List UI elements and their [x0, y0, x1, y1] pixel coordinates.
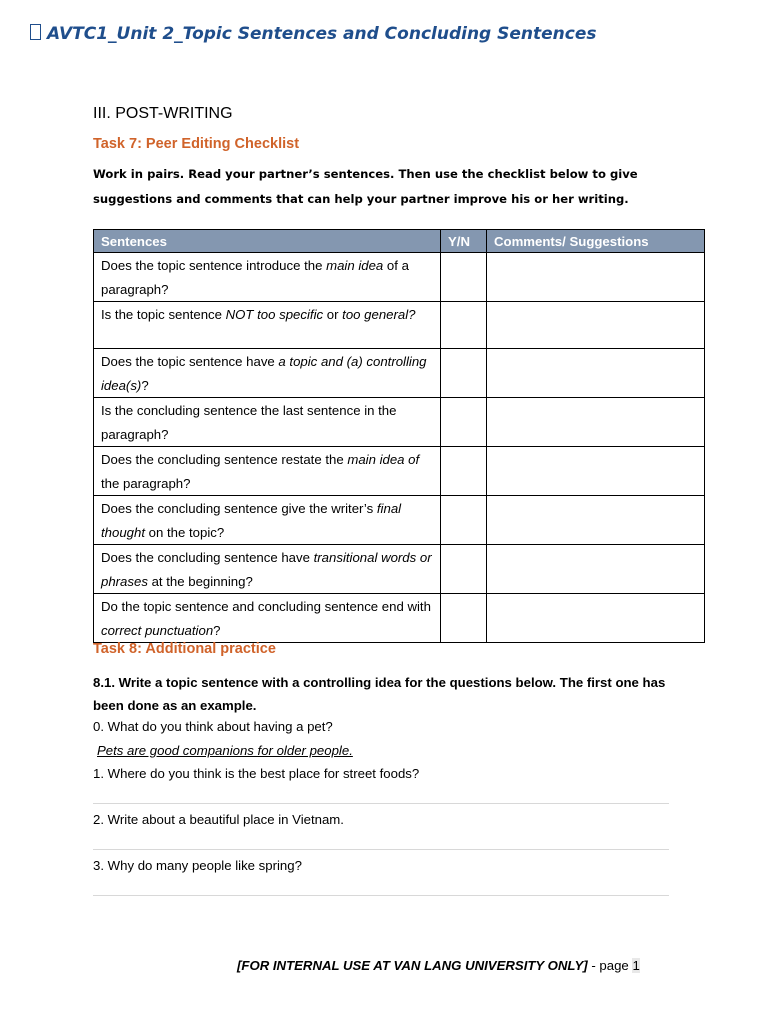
- checklist-item-text: [94, 594, 441, 643]
- item-text: Does the topic sentence have: [101, 354, 279, 369]
- header-title: AVTC1_Unit 2_Topic Sentences and Concluding Sentences: [47, 24, 597, 44]
- header-comments: Comments/ Suggestions: [487, 230, 705, 253]
- footer-notice: [FOR INTERNAL USE AT VAN LANG UNIVERSITY ONLY]: [237, 958, 588, 973]
- question-1: 1. Where do you think is the best place for street foods?: [93, 766, 420, 781]
- checklist-item-text: [94, 496, 441, 545]
- comment-cell[interactable]: [487, 349, 705, 398]
- table-row: [94, 594, 705, 643]
- question-2: 2. Write about a beautiful place in Vietnam.: [93, 812, 344, 827]
- table-row: [94, 545, 705, 594]
- answer-line-1[interactable]: [93, 803, 669, 804]
- item-text: Does the topic sentence introduce the: [101, 258, 327, 273]
- header-sentences: Sentences: [94, 230, 441, 253]
- emphasis-text: final thought: [101, 501, 402, 540]
- item-text: or: [323, 307, 343, 322]
- header-yn: Y/N: [441, 230, 487, 253]
- table-row: [94, 447, 705, 496]
- emphasis-text: a topic and (a) controlling idea(s): [101, 354, 427, 393]
- footer-page-label: - page: [587, 958, 633, 973]
- item-text: Is the concluding sentence the last sentence in the paragraph?: [101, 403, 397, 442]
- task7-title: Task 7: Peer Editing Checklist: [93, 136, 300, 152]
- checklist-body: [94, 253, 705, 643]
- peer-editing-checklist-table: [93, 229, 705, 643]
- comment-cell[interactable]: [487, 398, 705, 447]
- answer-line-2[interactable]: [93, 849, 669, 850]
- item-text: Does the concluding sentence give the writer’s: [101, 501, 377, 516]
- item-text: ?: [213, 622, 221, 638]
- checklist-item-text: [94, 447, 441, 496]
- section-heading: III. POST-WRITING: [93, 105, 233, 122]
- item-text: Is the topic sentence: [101, 307, 226, 322]
- task8-instruction: 8.1. Write a topic sentence with a controlling idea for the questions below. The first one has been done as an example.: [93, 675, 666, 713]
- comment-cell[interactable]: [487, 302, 705, 349]
- table-row: [94, 398, 705, 447]
- emphasis-text: main idea of: [347, 452, 420, 467]
- table-row: [94, 253, 705, 302]
- table-row: [94, 349, 705, 398]
- emphasis-text: correct punctuation: [101, 622, 214, 638]
- yn-cell[interactable]: [441, 594, 487, 643]
- yn-cell[interactable]: [441, 447, 487, 496]
- yn-cell[interactable]: [441, 496, 487, 545]
- answer-line-3[interactable]: [93, 895, 669, 896]
- emphasis-text: main idea: [326, 258, 384, 273]
- item-text: of a paragraph?: [101, 258, 409, 297]
- item-text: Does the concluding sentence have: [101, 550, 314, 565]
- item-text: Do the topic sentence and concluding sentence end with: [101, 599, 431, 614]
- task8-title: Task 8: Additional practice: [93, 641, 276, 657]
- checklist-item-text: [94, 398, 441, 447]
- question-3: 3. Why do many people like spring?: [93, 858, 302, 873]
- emphasis-text: transitional words or phrases: [101, 550, 432, 589]
- item-text: at the beginning?: [147, 573, 253, 589]
- checklist-item-text: [94, 545, 441, 594]
- item-text: ?: [141, 377, 149, 393]
- comment-cell[interactable]: [487, 545, 705, 594]
- yn-cell[interactable]: [441, 398, 487, 447]
- item-text: the paragraph?: [101, 475, 191, 491]
- table-header-row: [94, 230, 705, 253]
- example-answer: Pets are good companions for older people.: [97, 743, 353, 758]
- comment-cell[interactable]: [487, 253, 705, 302]
- comment-cell[interactable]: [487, 594, 705, 643]
- item-text: on the topic?: [145, 524, 225, 540]
- page-footer: [237, 958, 640, 973]
- yn-cell[interactable]: [441, 302, 487, 349]
- yn-cell[interactable]: [441, 349, 487, 398]
- emphasis-text: NOT too specific: [225, 307, 324, 322]
- table-row: [94, 496, 705, 545]
- comment-cell[interactable]: [487, 447, 705, 496]
- yn-cell[interactable]: [441, 545, 487, 594]
- table-row: [94, 302, 705, 349]
- checklist-item-text: [94, 302, 441, 349]
- task7-instructions: Work in pairs. Read your partner’s sentences. Then use the checklist below to give suggestions and comments that can help your partner improve his or her writing.: [93, 167, 638, 206]
- item-text: Does the concluding sentence restate the: [101, 452, 348, 467]
- page-number: 1: [632, 958, 640, 973]
- checklist-item-text: [94, 253, 441, 302]
- missing-glyph-icon: [30, 24, 41, 40]
- example-question: 0. What do you think about having a pet?: [93, 719, 333, 734]
- document-header: [30, 24, 750, 44]
- comment-cell[interactable]: [487, 496, 705, 545]
- checklist-item-text: [94, 349, 441, 398]
- emphasis-text: too general?: [342, 307, 416, 322]
- yn-cell[interactable]: [441, 253, 487, 302]
